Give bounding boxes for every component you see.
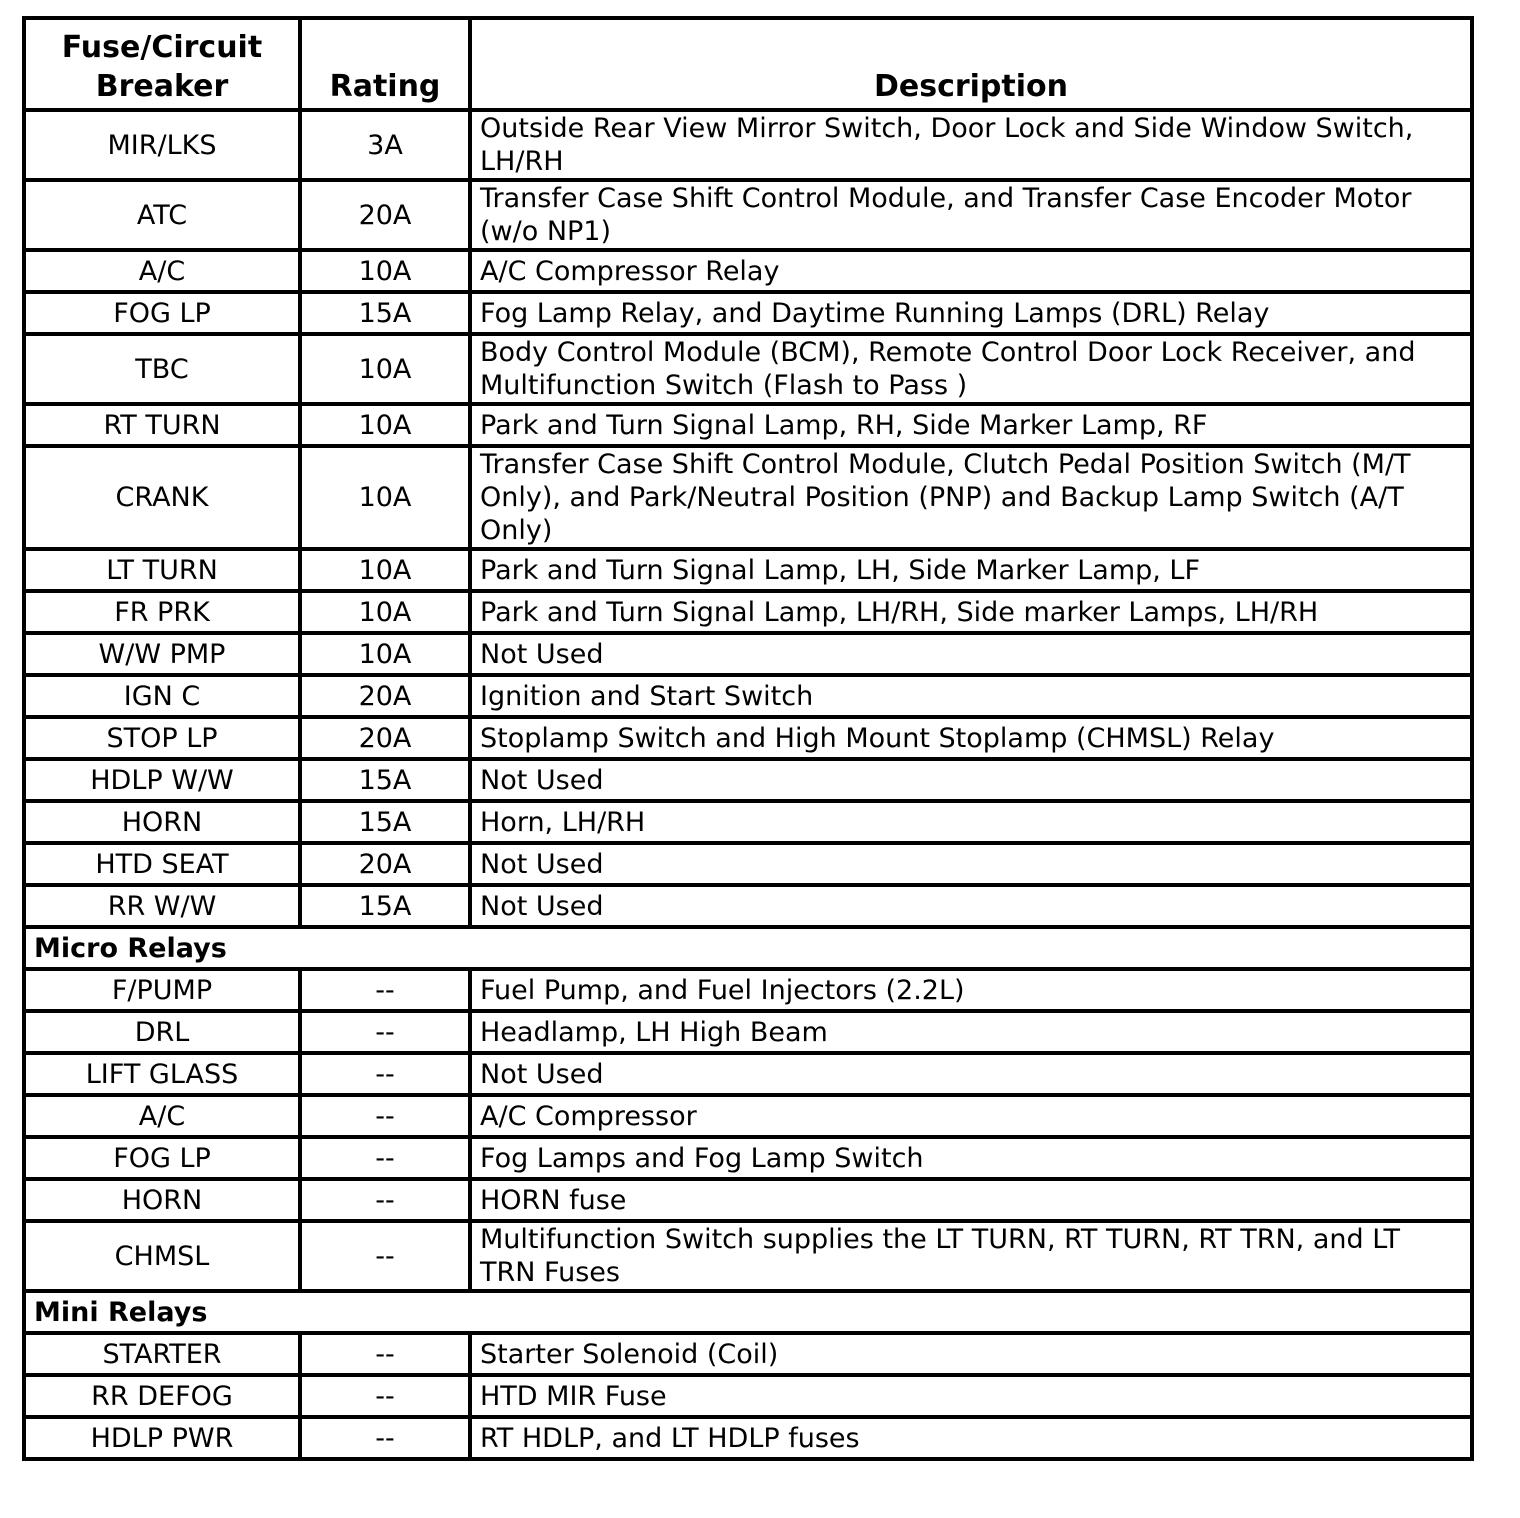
table-row bbox=[24, 334, 1472, 404]
rating-cell: -- bbox=[300, 1417, 470, 1459]
rating-cell: -- bbox=[300, 1179, 470, 1221]
description-cell: Not Used bbox=[470, 759, 1472, 801]
fuse-table bbox=[22, 16, 1474, 1461]
table-row bbox=[24, 1011, 1472, 1053]
fuse-name-cell: HORN bbox=[24, 801, 300, 843]
fuse-name-cell: TBC bbox=[24, 334, 300, 404]
fuse-name-cell: DRL bbox=[24, 1011, 300, 1053]
description-cell: Stoplamp Switch and High Mount Stoplamp (CHMSL) Relay bbox=[470, 717, 1472, 759]
rating-cell: 10A bbox=[300, 591, 470, 633]
fuse-name-cell: A/C bbox=[24, 250, 300, 292]
header-row bbox=[24, 18, 1472, 110]
description-cell: Not Used bbox=[470, 885, 1472, 927]
fuse-name-cell: HDLP W/W bbox=[24, 759, 300, 801]
description-cell: Multifunction Switch supplies the LT TURN, RT TURN, RT TRN, and LT TRN Fuses bbox=[470, 1221, 1472, 1291]
description-cell: HORN fuse bbox=[470, 1179, 1472, 1221]
table-row bbox=[24, 549, 1472, 591]
fuse-name-cell: W/W PMP bbox=[24, 633, 300, 675]
description-cell: RT HDLP, and LT HDLP fuses bbox=[470, 1417, 1472, 1459]
description-cell: Park and Turn Signal Lamp, RH, Side Marker Lamp, RF bbox=[470, 404, 1472, 446]
description-cell: Transfer Case Shift Control Module, and Transfer Case Encoder Motor (w/o NP1) bbox=[470, 180, 1472, 250]
fuse-name-cell: FR PRK bbox=[24, 591, 300, 633]
table-row bbox=[24, 110, 1472, 180]
rating-cell: -- bbox=[300, 1221, 470, 1291]
fuse-name-cell: CRANK bbox=[24, 446, 300, 549]
table-row bbox=[24, 1333, 1472, 1375]
description-cell: Body Control Module (BCM), Remote Control Door Lock Receiver, and Multifunction Switch (Flash to Pass ) bbox=[470, 334, 1472, 404]
rating-cell: 10A bbox=[300, 446, 470, 549]
rating-cell: 10A bbox=[300, 549, 470, 591]
fuse-name-cell: ATC bbox=[24, 180, 300, 250]
table-row bbox=[24, 843, 1472, 885]
rating-cell: 15A bbox=[300, 292, 470, 334]
table-row bbox=[24, 1095, 1472, 1137]
fuse-name-cell: STOP LP bbox=[24, 717, 300, 759]
table-row bbox=[24, 292, 1472, 334]
rating-cell: -- bbox=[300, 969, 470, 1011]
table-row bbox=[24, 759, 1472, 801]
description-cell: Ignition and Start Switch bbox=[470, 675, 1472, 717]
section-title: Micro Relays bbox=[24, 927, 1472, 969]
fuse-name-cell: HTD SEAT bbox=[24, 843, 300, 885]
fuse-name-cell: F/PUMP bbox=[24, 969, 300, 1011]
description-cell: HTD MIR Fuse bbox=[470, 1375, 1472, 1417]
header-rating: Rating bbox=[300, 18, 470, 110]
rating-cell: 20A bbox=[300, 717, 470, 759]
rating-cell: 10A bbox=[300, 250, 470, 292]
table-row bbox=[24, 1137, 1472, 1179]
fuse-name-cell: HORN bbox=[24, 1179, 300, 1221]
rating-cell: 10A bbox=[300, 404, 470, 446]
table-body bbox=[24, 110, 1472, 1459]
rating-cell: -- bbox=[300, 1137, 470, 1179]
fuse-name-cell: LT TURN bbox=[24, 549, 300, 591]
description-cell: Transfer Case Shift Control Module, Clutch Pedal Position Switch (M/T Only), and Park/Neutral Position (PNP) and Backup Lamp Switch (A/T Only) bbox=[470, 446, 1472, 549]
rating-cell: 10A bbox=[300, 334, 470, 404]
rating-cell: 20A bbox=[300, 180, 470, 250]
description-cell: A/C Compressor bbox=[470, 1095, 1472, 1137]
description-cell: Fuel Pump, and Fuel Injectors (2.2L) bbox=[470, 969, 1472, 1011]
table-row bbox=[24, 717, 1472, 759]
fuse-name-cell: LIFT GLASS bbox=[24, 1053, 300, 1095]
description-cell: Fog Lamps and Fog Lamp Switch bbox=[470, 1137, 1472, 1179]
section-title: Mini Relays bbox=[24, 1291, 1472, 1333]
table-row bbox=[24, 885, 1472, 927]
table-row bbox=[24, 404, 1472, 446]
description-cell: Not Used bbox=[470, 843, 1472, 885]
header-description: Description bbox=[470, 18, 1472, 110]
rating-cell: 15A bbox=[300, 801, 470, 843]
rating-cell: 15A bbox=[300, 885, 470, 927]
table-row bbox=[24, 591, 1472, 633]
table-row bbox=[24, 180, 1472, 250]
rating-cell: 20A bbox=[300, 843, 470, 885]
description-cell: Park and Turn Signal Lamp, LH, Side Marker Lamp, LF bbox=[470, 549, 1472, 591]
fuse-name-cell: IGN C bbox=[24, 675, 300, 717]
rating-cell: -- bbox=[300, 1333, 470, 1375]
description-cell: Outside Rear View Mirror Switch, Door Lock and Side Window Switch, LH/RH bbox=[470, 110, 1472, 180]
fuse-name-cell: RR DEFOG bbox=[24, 1375, 300, 1417]
fuse-name-cell: FOG LP bbox=[24, 1137, 300, 1179]
fuse-name-cell: MIR/LKS bbox=[24, 110, 300, 180]
table-row bbox=[24, 1053, 1472, 1095]
description-cell: Headlamp, LH High Beam bbox=[470, 1011, 1472, 1053]
table-row bbox=[24, 1221, 1472, 1291]
description-cell: Park and Turn Signal Lamp, LH/RH, Side marker Lamps, LH/RH bbox=[470, 591, 1472, 633]
table-row bbox=[24, 250, 1472, 292]
description-cell: Fog Lamp Relay, and Daytime Running Lamps (DRL) Relay bbox=[470, 292, 1472, 334]
table-row bbox=[24, 1179, 1472, 1221]
table-row bbox=[24, 446, 1472, 549]
section-header-row bbox=[24, 927, 1472, 969]
table-row bbox=[24, 675, 1472, 717]
fuse-name-cell: A/C bbox=[24, 1095, 300, 1137]
rating-cell: 10A bbox=[300, 633, 470, 675]
description-cell: Not Used bbox=[470, 1053, 1472, 1095]
table-row bbox=[24, 1417, 1472, 1459]
fuse-name-cell: HDLP PWR bbox=[24, 1417, 300, 1459]
rating-cell: 20A bbox=[300, 675, 470, 717]
rating-cell: 15A bbox=[300, 759, 470, 801]
fuse-name-cell: STARTER bbox=[24, 1333, 300, 1375]
rating-cell: -- bbox=[300, 1053, 470, 1095]
fuse-name-cell: CHMSL bbox=[24, 1221, 300, 1291]
description-cell: Starter Solenoid (Coil) bbox=[470, 1333, 1472, 1375]
table-row bbox=[24, 633, 1472, 675]
rating-cell: 3A bbox=[300, 110, 470, 180]
description-cell: A/C Compressor Relay bbox=[470, 250, 1472, 292]
header-fuse: Fuse/Circuit Breaker bbox=[24, 18, 300, 110]
description-cell: Not Used bbox=[470, 633, 1472, 675]
table-row bbox=[24, 801, 1472, 843]
fuse-name-cell: RR W/W bbox=[24, 885, 300, 927]
table-row bbox=[24, 969, 1472, 1011]
rating-cell: -- bbox=[300, 1095, 470, 1137]
fuse-name-cell: RT TURN bbox=[24, 404, 300, 446]
fuse-name-cell: FOG LP bbox=[24, 292, 300, 334]
description-cell: Horn, LH/RH bbox=[470, 801, 1472, 843]
rating-cell: -- bbox=[300, 1375, 470, 1417]
section-header-row bbox=[24, 1291, 1472, 1333]
rating-cell: -- bbox=[300, 1011, 470, 1053]
table-row bbox=[24, 1375, 1472, 1417]
